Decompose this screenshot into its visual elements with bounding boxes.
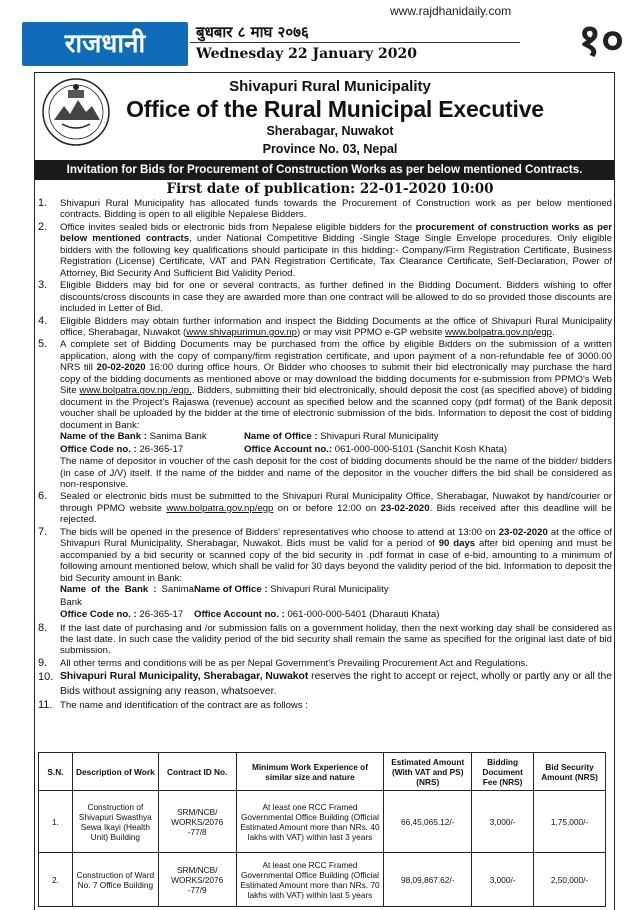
clause-text [60, 491, 612, 525]
cell-experience: At least one RCC Framed Governmental Office Building (Official Estimated Amount more than NRs. 70 lakhs with VAT) within last 5 years [236, 853, 384, 907]
text-run: Office invites sealed bids or electronic bids from Nepalese eligible bidders for the [60, 221, 416, 233]
clause-10 [38, 670, 612, 699]
clause-text: All other terms and conditions will be as per Nepal Government's Prevailing Procurement Act and Regulations. [60, 657, 528, 669]
cell-bid-security: 2,50,000/- [534, 853, 606, 907]
cell-contract-id: SRM/NCB/ WORKS/2076 -77/9 [158, 853, 236, 907]
table-row [39, 791, 606, 853]
clause-text [60, 316, 612, 339]
clause-number: 7. [38, 525, 48, 538]
text-bold: 90 days [438, 538, 476, 550]
bank-label: Name of the Bank : [60, 584, 162, 596]
office-location: Sherabagar, Nuwakot [266, 124, 394, 138]
account-label: Office Account no.: [244, 443, 335, 455]
text-bold: 20-02-2020 [96, 362, 146, 374]
clause-9 [38, 658, 612, 669]
header-document-fee: Bidding Document Fee (NRS) [472, 753, 534, 791]
clause-text: Eligible Bidders may bid for one or several contracts, as further defined in the Bidding Document. Bidders wishing to offer discounts/cross discounts in case they are awarded more than one contract will be allowed to do so provided those discounts are included in Letter of Bid. [60, 280, 612, 315]
header-description: Description of Work [72, 753, 158, 791]
cell-description: Construction of Ward No. 7 Office Building [72, 853, 158, 907]
text-bold: procurement of construction works as per below mentioned contracts [60, 221, 613, 245]
cell-sn: 1. [39, 791, 73, 853]
clause-text [60, 527, 612, 622]
code-label: Office Code no. : [60, 609, 140, 621]
header-sn: S.N. [39, 753, 73, 791]
clause-4 [38, 316, 612, 339]
text-run: reserves the right to accept or reject, wholly or partly any or all the Bids without assigning any reason, whatsoever. [60, 671, 612, 697]
text-bold: 23-02-2020 [498, 526, 548, 538]
text-run: after bid opening and must be accompanied by a bid security or scanned copy of the bid security in .pdf format in case of e-bid, amounting to a minimum of following amount mentioned below, which shall be valid for 30 days beyond the validity period of the bid. Information to deposit the bid Security amount in Bank: [60, 538, 612, 584]
cell-bid-security: 1,75,000/- [534, 791, 606, 853]
text-run: 16:00 during office hours. Or Bidder who chooses to submit their bid electronically may purchase the hard copy of the bidding documents as mentioned above or may download the bidding documents for e-submission from PPMO's Web Site [60, 362, 612, 397]
text-run: at the office of Shivapuri Rural Municipality, Sherabagar, Nuwakot. Bids must be valid for a period of [60, 526, 612, 550]
clause-number: 3. [38, 279, 48, 292]
text-run: ) or may visit PPMO e-GP website [296, 326, 445, 338]
clause-number: 10. [38, 671, 54, 684]
account-value: 061-000-000-5101 (Sanchit Kosh Khata) [334, 443, 508, 455]
notice-banner: Invitation for Bids for Procurement of Construction Works as per below mentioned Contracts. [35, 160, 614, 180]
text-run: A complete set of Bidding Documents may be purchased from the office by eligible Bidders on the submission of a written application, along with the copy of company/firm registration certificate, and upon payment of a non-refundable fee of 3000.00 NRS till [60, 339, 612, 374]
clause-number: 1. [38, 197, 48, 209]
date-nepali: बुधबार ८ माघ २०७६ [196, 23, 309, 41]
clause-5 [38, 339, 612, 490]
clause-6 [38, 491, 612, 525]
account-label: Office Account no. : [194, 609, 288, 621]
newspaper-logo: राजधानी [22, 22, 188, 66]
clause-text [60, 670, 612, 699]
clause-3 [38, 280, 612, 314]
text-run: . Bids received after this deadline will be rejected. [60, 502, 612, 526]
code-label: Office Code no. : [60, 443, 140, 455]
bank-row [60, 444, 612, 457]
province: Province No. 03, Nepal [262, 142, 398, 156]
bank-value: Sanima Bank [60, 584, 194, 608]
clause-text [60, 339, 612, 490]
text-bold: Shivapuri Rural Municipality, Sherabagar, Nuwakot [60, 671, 309, 683]
bank-value: Sanima Bank [149, 431, 207, 443]
clause-text [60, 222, 612, 279]
clause-text: Shivapuri Rural Municipality has allocated funds towards the Procurement of Construction work as per below mentioned contracts. Bidding is open to all eligible Nepalese Bidders. [60, 198, 612, 221]
publication-date: First date of publication: 22-01-2020 10:00 [166, 181, 494, 197]
text-run: , under National Competitive Bidding -Single Stage Single Envelope procedures. Only eligible bidders with the following key qualifications should participate in this bidding:- Company/Firm Registration Certificate, Business Registration (License) Certificate, VAT and PAN Registration Certificate, Tax Clearance Certificate, Self-Declaration, Power of Attorney, Bid Security And Sufficient Bid Validity Period. [60, 233, 612, 279]
bank-row [60, 584, 612, 609]
newspaper-masthead [0, 0, 643, 70]
egp-website-link[interactable]: www.bolpatra.gov.np./egp. [79, 385, 192, 397]
office-value: Shivapuri Rural Municipality [320, 431, 439, 443]
contract-table [38, 752, 606, 907]
cell-document-fee: 3,000/- [472, 853, 534, 907]
date-english: Wednesday 22 January 2020 [196, 46, 417, 62]
text-run: . Bidders, submitting their bid electronically, should deposit the cost (as specified above) of bidding document in the Project's Rajaswa (revenue) account as specified below and the scanned copy (pdf format) of the Bank deposit voucher shall be uploaded by the bidder at the time of electronic submission of the bids. Information to deposit the cost of bidding document in Bank: [60, 385, 612, 431]
header-bid-security: Bid Security Amount (NRS) [534, 753, 606, 791]
clause-8 [38, 623, 612, 657]
header-rule [190, 42, 520, 43]
office-label: Name of Office : [194, 584, 271, 596]
clause-number: 2. [38, 220, 48, 233]
clause-number: 8. [38, 621, 48, 634]
header-experience: Minimum Work Experience of similar size and nature [236, 753, 384, 791]
bank-row [60, 609, 612, 622]
egp-website-link[interactable]: www.bolpatra.gov.np/egp [166, 502, 274, 514]
clause-number: 6. [38, 490, 48, 503]
clause-list [38, 198, 612, 712]
clause-number: 4. [38, 314, 48, 327]
clause-number: 9. [38, 656, 48, 669]
clause-11 [38, 700, 612, 711]
municipality-name: Shivapuri Rural Municipality [229, 78, 431, 95]
office-label: Name of Office : [244, 431, 321, 443]
text-run: on or before 12:00 on [273, 502, 381, 514]
bank-row [60, 431, 612, 444]
site-url: www.rajdhanidaily.com [390, 4, 512, 18]
text-run: Sealed or electronic bids must be submitted to the Shivapuri Rural Municipality Office, Sherabagar, Nuwakot by hand/courier or through PPMO website [60, 491, 612, 514]
cell-sn: 2. [39, 853, 73, 907]
table-header-row [39, 753, 606, 791]
clause-7 [38, 527, 612, 622]
egp-website-link[interactable]: www.bolpatra.gov.np/egp [445, 326, 553, 338]
cell-experience: At least one RCC Framed Governmental Office Building (Official Estimated Amount more than NRs. 40 lakhs with VAT) within last 3 years [236, 791, 384, 853]
text-run: The bids will be opened in the presence of Bidders' representatives who choose to attend at 13:00 on [60, 526, 499, 538]
code-value: 26-365-17 [139, 609, 184, 621]
bank-label: Name of the Bank : [60, 431, 150, 443]
code-value: 26-365-17 [139, 443, 184, 455]
text-bold: 23-02-2020 [380, 502, 430, 514]
office-value: Shivapuri Rural Municipality [270, 584, 389, 596]
clause-number: 11. [38, 699, 53, 712]
clause-number: 5. [38, 338, 48, 351]
header-contract-id: Contract ID No. [158, 753, 236, 791]
account-value: 061-000-000-5401 (Dharauti Khata) [287, 609, 440, 621]
office-title: Office of the Rural Municipal Executive [126, 96, 544, 122]
cell-description: Construction of Shivapuri Swasthya Sewa Ikayi (Health Unit) Building [72, 791, 158, 853]
cell-document-fee: 3,000/- [472, 791, 534, 853]
clause-text: If the last date of purchasing and /or submission falls on a government holiday, then the next working day shall be considered as the last date. In such case the validity period of the bid security shall remain the same as specified for the original last date of bid submission. [60, 622, 612, 657]
cell-estimated-amount: 66,45,065.12/- [384, 791, 472, 853]
text-run: The name of depositor in voucher of the cash deposit for the cost of bidding documents should be the name of the bidder/ bidders (in case of J/V) itself. If the name of the bidder and name of the depositor in the voucher differs the bid shall be considered as non-responsive. [60, 456, 612, 490]
municipality-website-link[interactable]: www.shivapurimun.gov.np [186, 326, 297, 338]
cell-contract-id: SRM/NCB/ WORKS/2076 -77/8 [158, 791, 236, 853]
text-run: Eligible Bidders may obtain further information and inspect the Bidding Documents at the office of Shivapuri Rural Municipality office, Sherabagar, Nuwakot ( [60, 315, 612, 338]
clause-2 [38, 222, 612, 279]
cell-estimated-amount: 98,09,867.62/- [384, 853, 472, 907]
table-row [39, 853, 606, 907]
clause-text: The name and identification of the contract are as follows : [60, 700, 308, 712]
page-number: १० [578, 15, 624, 66]
text-run: . [552, 326, 555, 338]
header-estimated-amount: Estimated Amount (With VAT and PS) (NRS) [384, 753, 472, 791]
clause-1 [38, 198, 612, 221]
